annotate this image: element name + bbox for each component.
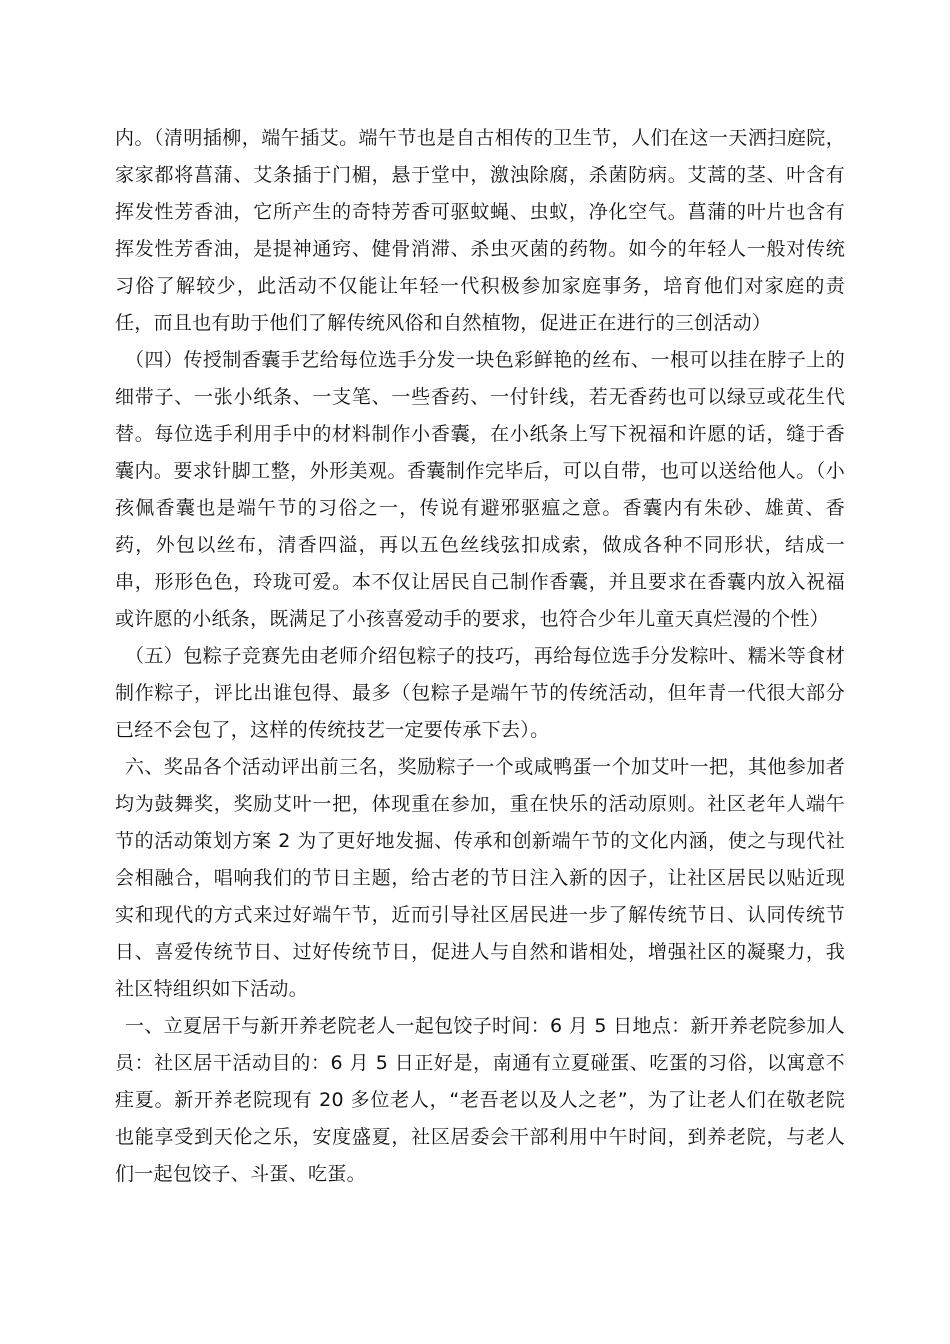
document-body — [115, 120, 845, 1193]
paragraph-section-6: 六、奖品各个活动评出前三名，奖励粽子一个或咸鸭蛋一个加艾叶一把，其他参加者均为鼓舞奖，奖励艾叶一把，体现重在参加，重在快乐的活动原则。社区老年人端午节的活动策划方案 2 为了更好地发掘、传承和创新端午节的文化内涵，使之与现代社会相融合，唱响我们的节日主题，给古老的节日注入新的因子，让社区居民以贴近现实和现代的方式来过好端午节，近而引导社区居民进一步了解传统节日、认同传统节日、喜爱传统节日、过好传统节日，促进人与自然和谐相处，增强社区的凝聚力，我社区特组织如下活动。 — [115, 756, 845, 1000]
paragraph-section-4: （四）传授制香囊手艺给每位选手分发一块色彩鲜艳的丝布、一根可以挂在脖子上的细带子、一张小纸条、一支笔、一些香药、一付针线，若无香药也可以绿豆或花生代替。每位选手利用手中的材料制作小香囊，在小纸条上写下祝福和许愿的话，缝于香囊内。要求针脚工整，外形美观。香囊制作完毕后，可以自带，也可以送给他人。（小孩佩香囊也是端午节的习俗之一，传说有避邪驱瘟之意。香囊内有朱砂、雄黄、香药，外包以丝布，清香四溢，再以五色丝线弦扣成索，做成各种不同形状，结成一串，形形色色，玲珑可爱。本不仅让居民自己制作香囊，并且要求在香囊内放入祝福或许愿的小纸条，既满足了小孩喜爱动手的要求，也符合少年儿童天真烂漫的个性） — [115, 349, 845, 630]
paragraph-section-1: 一、立夏居干与新开养老院老人一起包饺子时间：6 月 5 日地点：新开养老院参加人员：社区居干活动目的：6 月 5 日正好是，南通有立夏碰蛋、吃蛋的习俗，以寓意不疰夏。新开养老院现有 20 多位老人，“老吾老以及人之老”，为了让老人们在敬老院也能享受到天伦之乐，安度盛夏，社区居委会干部利用中午时间，到养老院，与老人们一起包饺子、斗蛋、吃蛋。 — [115, 1015, 845, 1185]
paragraph-continuation: 内。（清明插柳，端午插艾。端午节也是自古相传的卫生节，人们在这一天洒扫庭院，家家都将菖蒲、艾条插于门楣，悬于堂中，激浊除腐，杀菌防病。艾蒿的茎、叶含有挥发性芳香油，它所产生的奇特芳香可驱蚊蝇、虫蚁，净化空气。菖蒲的叶片也含有挥发性芳香油，是提神通窍、健骨消滞、杀虫灭菌的药物。如今的年轻人一般对传统习俗了解较少，此活动不仅能让年轻一代积极参加家庭事务，培育他们对家庭的责任，而且也有助于他们了解传统风俗和自然植物，促进正在进行的三创活动） — [115, 127, 845, 334]
paragraph-section-5: （五）包粽子竞赛先由老师介绍包粽子的技巧，再给每位选手分发粽叶、糯米等食材制作粽子，评比出谁包得、最多（包粽子是端午节的传统活动，但年青一代很大部分已经不会包了，这样的传统技艺一定要传承下去）。 — [115, 645, 845, 741]
